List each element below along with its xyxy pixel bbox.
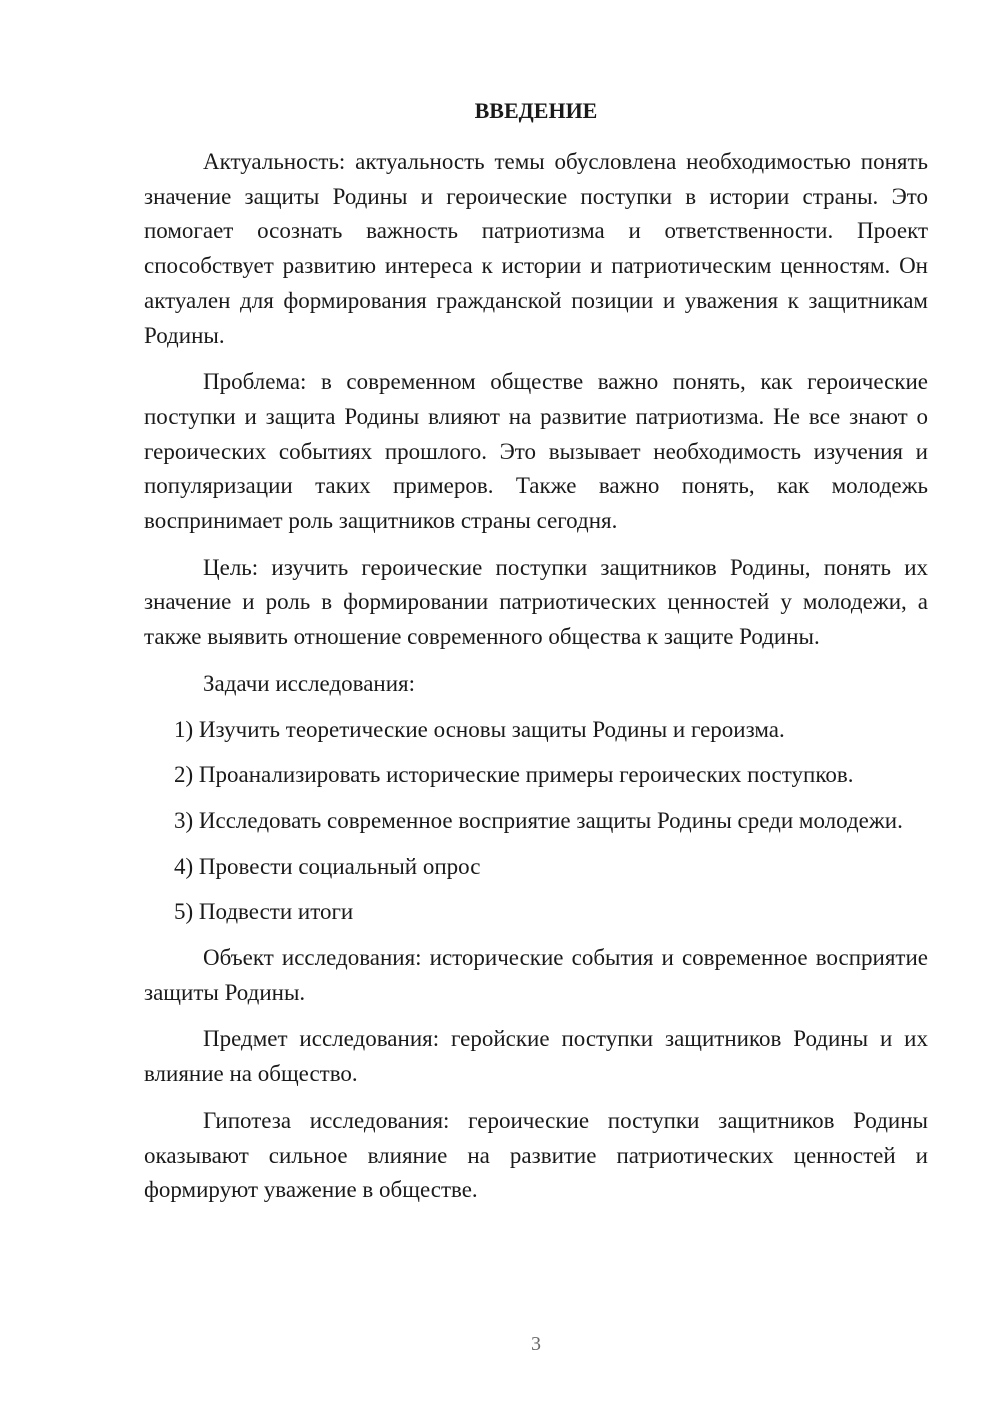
subject-paragraph: Предмет исследования: геройские поступки защитников Родины и их влияние на общество. xyxy=(144,1026,928,1087)
tasks-title: Задачи исследования: xyxy=(203,670,416,696)
document-page xyxy=(144,96,928,1220)
task-item-5: 5) Подвести итоги xyxy=(174,899,354,925)
problem-paragraph: Проблема: в современном обществе важно понять, как героические поступки и защита Родины влияют на развитие патриотизма. Не все знают о героических событиях прошлого. Это вызывает необходимость изучения и популяризации таких примеров. Также важно понять, как молодежь воспринимает роль защитников страны сегодня. xyxy=(144,369,928,534)
page-number: 3 xyxy=(531,1333,541,1355)
goal-paragraph: Цель: изучить героические поступки защитников Родины, понять их значение и роль в формировании патриотических ценностей у молодежи, а также выявить отношение современного общества к защите Родины. xyxy=(144,554,928,650)
tasks-list xyxy=(144,713,928,931)
relevance-paragraph: Актуальность: актуальность темы обусловлена необходимостью понять значение защиты Родины и героические поступки в истории страны. Это помогает осознать важность патриотизма и ответственности. Проект способствует развитию интереса к истории и патриотическим ценностям. Он актуален для формирования гражданской позиции и уважения к защитникам Родины. xyxy=(144,149,928,348)
section-heading: ВВЕДЕНИЕ xyxy=(474,98,598,123)
object-paragraph: Объект исследования: исторические события и современное восприятие защиты Родины. xyxy=(144,945,928,1005)
task-item-2: 2) Проанализировать исторические примеры героических поступков. xyxy=(174,762,854,788)
task-item-1: 1) Изучить теоретические основы защиты Родины и героизма. xyxy=(174,716,785,742)
task-item-4: 4) Провести социальный опрос xyxy=(174,853,481,879)
task-item-3: 3) Исследовать современное восприятие защиты Родины среди молодежи. xyxy=(174,807,903,833)
hypothesis-paragraph: Гипотеза исследования: героические поступки защитников Родины оказывают сильное влияние на развитие патриотических ценностей и формируют уважение в обществе. xyxy=(144,1107,928,1203)
